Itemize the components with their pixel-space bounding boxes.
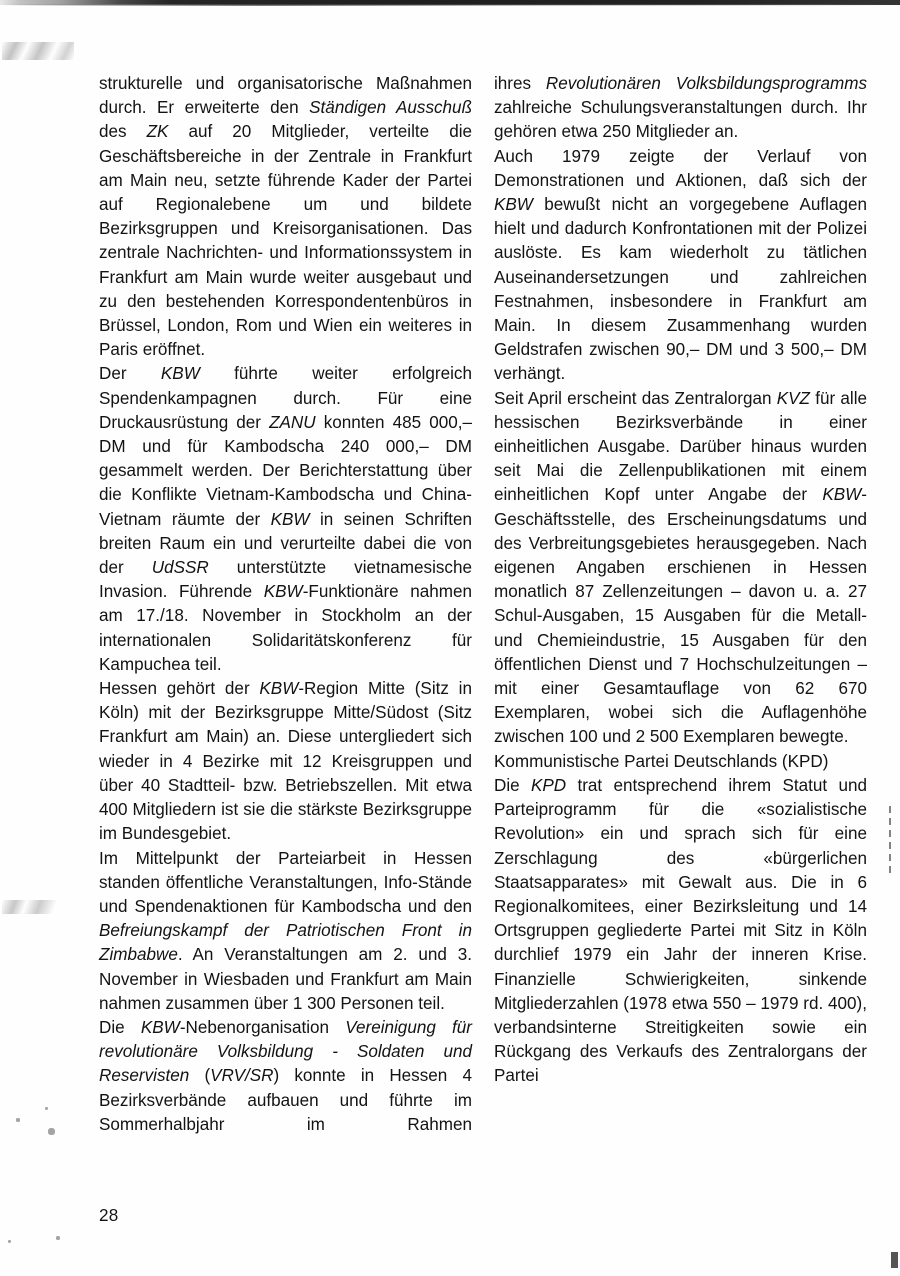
italic-emphasis: KBW [494, 195, 533, 215]
text-run: -Funktionäre nahmen am 17./18. November in Stockholm an der internationalen Solidaritätskonferenz für Kampuchea teil. [99, 582, 472, 674]
italic-emphasis: ZANU [269, 412, 316, 432]
italic-emphasis: UdSSR [151, 558, 209, 578]
italic-emphasis: KVZ [776, 388, 810, 408]
text-run: auf 20 Mitglieder, verteilte die Geschäftsbereiche in der Zentrale in Frankfurt am Main neu, setzte führende Kader der Partei auf Regionalebene um und bildete Bezirksgruppen und Kreisorganisationen. Das zentrale Nachrichten- und Informationssystem in Frankfurt am Main wurde weiter ausgebaut und zu den bestehenden Korrespondentenbüros in Brüssel, London, Rom und Wien ein weiteres in Paris eröffnet. [99, 122, 473, 360]
italic-emphasis: Ständigen Ausschuß [309, 98, 473, 118]
paragraph [99, 72, 472, 362]
text-run: Auch 1979 zeigte der Verlauf von Demonstrationen und Aktionen, daß sich der [494, 146, 867, 190]
text-run: Kommunistische Partei Deutschlands (KPD) [494, 751, 829, 771]
italic-emphasis: KBW [160, 364, 200, 384]
text-run: Die [99, 1017, 141, 1037]
italic-emphasis: Befreiungskampf der Patriotischen Front in Zimbabwe [99, 921, 472, 965]
section-heading-kpd [494, 750, 867, 774]
italic-emphasis: KPD [530, 775, 567, 795]
text-run: Der [99, 364, 161, 384]
text-run: Im Mittelpunkt der Parteiarbeit in Hessen standen öffentliche Veranstaltungen, Info-Stände und Spendenaktionen für Kambodscha und den [99, 848, 472, 916]
text-run: zahlreiche Schulungsveranstaltungen durch. Ihr gehören etwa 250 Mitglieder an. [494, 98, 867, 142]
paragraph [99, 847, 472, 1016]
text-run: ) konnte in Hessen 4 Bezirksverbände aufbauen und führte im Sommerhalbjahr im Rahmen [99, 1066, 472, 1134]
paragraph [99, 677, 472, 846]
right-text-column [494, 72, 867, 1089]
text-run: -Nebenorganisation [179, 1017, 346, 1037]
paragraph [99, 1016, 472, 1137]
text-run: -Geschäftsstelle, des Erscheinungsdatums und des Verbreitungsgebietes herausgegeben. Nach eigenen Angaben erschienen in Hessen monatlich 87 Zellenzeitungen – davon u. a. 27 Schul-Ausgaben, 15 Ausgaben für die Metall- und Chemieindustrie, 15 Ausgaben für den öffentlichen Dienst und 7 Hochschulzeitungen – mit einer Gesamtauflage von 62 670 Exemplaren, wobei sich die Auflagenhöhe zwischen 100 und 2 500 Exemplaren bewegte. [494, 485, 867, 747]
text-run: ihres [494, 74, 546, 93]
text-run: strukturelle und organisatorische Maßnahmen durch. Er erweiterte den [99, 74, 472, 118]
italic-emphasis: KBW [822, 485, 862, 505]
text-run: Die [494, 775, 531, 795]
paragraph [99, 362, 472, 677]
text-run: -Region Mitte (Sitz in Köln) mit der Bezirksgruppe Mitte/Südost (Sitz Frankfurt am Main) an. Diese untergliedert sich wieder in 4 Bezirke mit 12 Kreisgruppen und über 40 Stadtteil- bzw. Betriebszellen. Mit etwa 400 Mitgliedern ist sie die stärkste Bezirksgruppe im Bundesgebiet. [99, 679, 472, 844]
paragraph [494, 145, 867, 387]
text-run: in seinen Schriften breiten Raum ein und verurteilte dabei die von der [99, 509, 472, 578]
italic-emphasis: KBW [270, 509, 310, 529]
paragraph [494, 774, 867, 1089]
italic-emphasis: ZK [146, 122, 169, 142]
text-run: führte weiter erfolgreich Spendenkampagnen durch. Für eine Druckausrüstung der [99, 364, 472, 432]
italic-emphasis: KBW [259, 679, 299, 699]
text-run: konnten 485 000,– DM und für Kambodscha 240 000,– DM gesammelt werden. Der Berichterstattung über die Konflikte Vietnam-Kambodscha und China-Vietnam räumte der [99, 412, 473, 529]
text-run: Hessen gehört der [99, 679, 260, 699]
text-run: trat entsprechend ihrem Statut und Parteiprogramm für die «sozialistische Revolution» ein und sprach sich für eine Zerschlagung des «bürgerlichen Staatsapparates» mit Gewalt aus. Die in 6 Regionalkomitees, einer Bezirksleitung und 14 Ortsgruppen gegliederte Partei mit Sitz in Köln durchlief 1979 ein Jahr der inneren Krise. Finanzielle Schwierigkeiten, sinkende Mitgliederzahlen (1978 etwa 550 – 1979 rd. 400), verbandsinterne Streitigkeiten sowie ein Rückgang des Verkaufs des Zentralorgans der Partei [494, 775, 867, 1086]
italic-emphasis: KBW [140, 1017, 180, 1037]
italic-emphasis: Revolutionären Volksbildungsprogramms [545, 74, 867, 93]
text-run: . An Veranstaltungen am 2. und 3. November in Wiesbaden und Frankfurt am Main nahmen zusammen über 1 300 Personen teil. [99, 945, 472, 1013]
text-run: bewußt nicht an vorgegebene Auflagen hielt und dadurch Konfrontationen mit der Polizei auslöste. Es kam wiederholt zu tätlichen Auseinandersetzungen und zahlreichen Festnahmen, insbesondere in Frankfurt am Main. In diesem Zusammenhang wurden Geldstrafen zwischen 90,– DM und 3 500,– DM verhängt. [494, 195, 867, 384]
text-run: unterstützte vietnamesische Invasion. Führende [99, 558, 472, 602]
left-text-column [99, 72, 472, 1137]
italic-emphasis: Vereinigung für revolutionäre Volksbildung - Soldaten und Reservisten [99, 1017, 472, 1086]
paragraph [494, 72, 867, 145]
paragraph [494, 387, 867, 750]
page-number: 28 [99, 1206, 119, 1225]
italic-emphasis: KBW [263, 582, 303, 602]
text-run: ( [189, 1066, 211, 1086]
text-run: des [99, 122, 147, 142]
italic-emphasis: VRV/SR [210, 1066, 274, 1086]
text-run: für alle hessischen Bezirksverbände in einer einheitlichen Ausgabe. Darüber hinaus wurden seit Mai die Zellenpublikationen mit einem einheitlichen Kopf unter Angabe der [494, 388, 867, 505]
text-run: Seit April erscheint das Zentralorgan [494, 388, 777, 408]
